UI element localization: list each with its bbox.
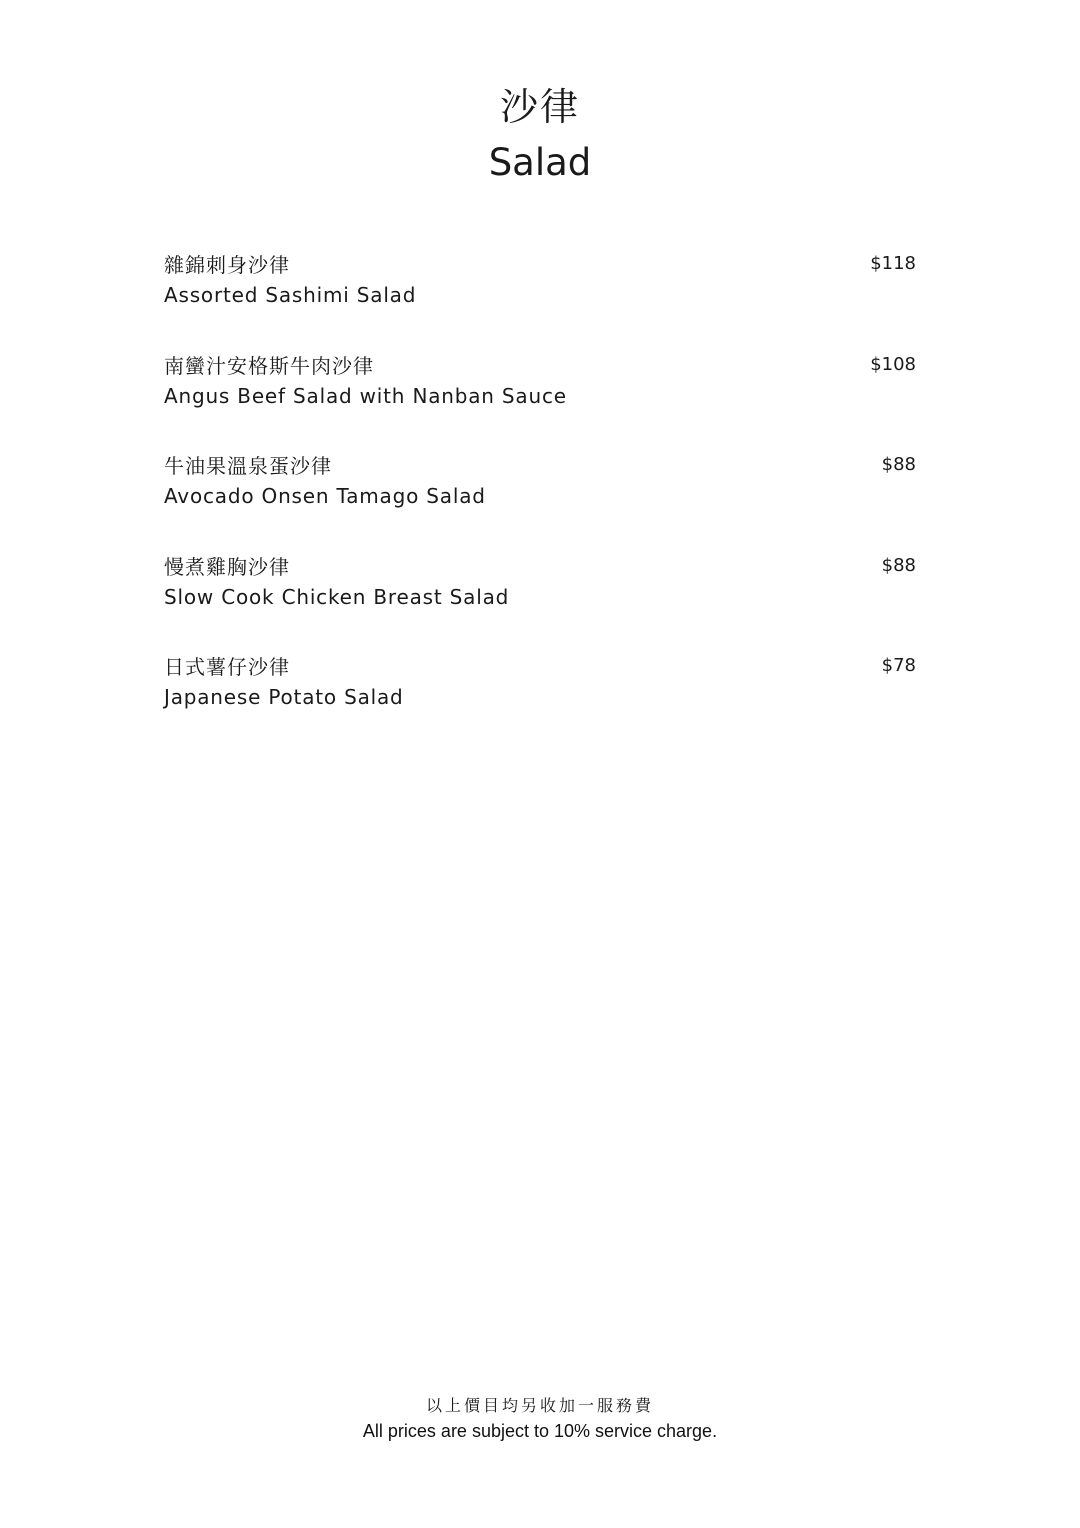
service-charge-note — [0, 1394, 1080, 1444]
menu-item-name-english: Avocado Onsen Tamago Salad — [164, 484, 486, 508]
menu-item — [164, 652, 916, 753]
menu-item-price: $88 — [881, 454, 916, 475]
menu-item-price: $108 — [870, 353, 916, 375]
menu-item-name-chinese: 牛油果溫泉蛋沙律 — [164, 454, 332, 478]
menu-item-name-chinese: 雜錦刺身沙律 — [164, 253, 290, 277]
menu-item-price: $88 — [881, 554, 916, 576]
menu-item — [164, 351, 916, 452]
menu-item-name-chinese: 日式薯仔沙律 — [164, 655, 290, 679]
service-charge-note-english: All prices are subject to 10% service charge. — [362, 1421, 718, 1441]
menu-item-name-english: Japanese Potato Salad — [164, 685, 404, 709]
page-title-chinese: 沙律 — [499, 85, 580, 129]
menu-item-price: $78 — [881, 655, 916, 676]
service-charge-note-chinese: 以上價目均另收加一服務費 — [425, 1396, 654, 1415]
menu-item — [164, 451, 916, 552]
menu-header — [0, 82, 1080, 188]
menu-item-name-english: Slow Cook Chicken Breast Salad — [164, 584, 510, 609]
menu-item-name-english: Angus Beef Salad with Nanban Sauce — [164, 383, 567, 408]
page-title-english: Salad — [488, 141, 592, 184]
menu-item — [164, 552, 916, 653]
menu-item-price: $118 — [870, 253, 916, 274]
menu-item — [164, 250, 916, 351]
menu-item-name-english: Assorted Sashimi Salad — [164, 283, 417, 307]
menu-list — [164, 250, 916, 753]
menu-item-name-chinese: 南蠻汁安格斯牛肉沙律 — [164, 353, 374, 378]
menu-item-name-chinese: 慢煮雞胸沙律 — [164, 554, 290, 579]
